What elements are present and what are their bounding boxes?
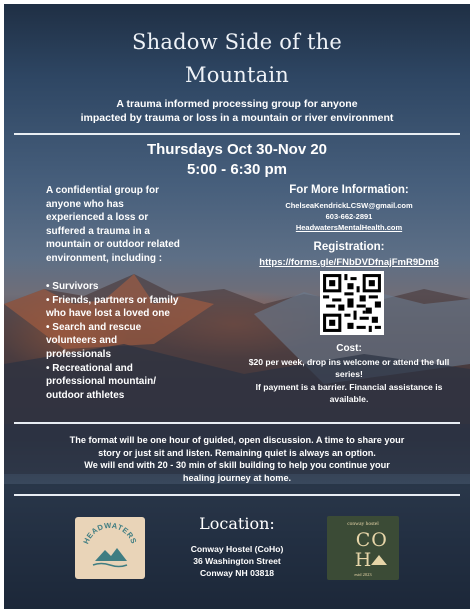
contact-phone[interactable]: 603-662-2891 bbox=[325, 212, 373, 221]
registration-link[interactable]: https://forms.gle/FNbDVDfnajFmR9Dm8 bbox=[259, 257, 439, 268]
list-item: • Friends, partners or family bbox=[46, 294, 179, 306]
location-heading: Location: bbox=[199, 514, 275, 533]
headwaters-logo bbox=[75, 517, 145, 579]
cost-line: If payment is a barrier. Financial assistance is bbox=[255, 382, 443, 392]
svg-text:H: H bbox=[354, 549, 372, 571]
coho-logo bbox=[327, 516, 399, 580]
bullet-list bbox=[46, 280, 206, 402]
headwaters-logo-icon bbox=[75, 517, 145, 579]
list-item: outdoor athletes bbox=[46, 389, 125, 401]
list-item: professionals bbox=[46, 348, 112, 360]
intro-line: suffered a trauma in a bbox=[46, 225, 150, 237]
title-line-2: Mountain bbox=[185, 63, 289, 87]
list-item: who have lost a loved one bbox=[46, 308, 170, 320]
intro-text bbox=[46, 184, 206, 266]
coho-logo-icon bbox=[327, 516, 399, 580]
cost-line: series! bbox=[335, 369, 363, 379]
intro-line: anyone who has bbox=[46, 198, 124, 210]
format-line: The format will be one hour of guided, open discussion. A time to share your bbox=[69, 435, 405, 445]
list-item: professional mountain/ bbox=[46, 376, 157, 388]
headwaters-logo-text: HEADWATERS bbox=[81, 520, 139, 546]
contact-email[interactable]: ChelseaKendrickLCSW@gmail.com bbox=[285, 201, 413, 210]
title-line-1: Shadow Side of the bbox=[132, 30, 342, 54]
time-text: 5:00 - 6:30 pm bbox=[186, 161, 288, 178]
coho-logo-top: conway hostel bbox=[347, 521, 379, 527]
divider-bottom bbox=[14, 494, 460, 496]
flyer bbox=[4, 4, 470, 609]
divider-middle bbox=[14, 422, 460, 424]
schedule bbox=[4, 140, 470, 180]
location-line: Conway NH 03818 bbox=[199, 568, 275, 578]
cost-line: available. bbox=[329, 394, 369, 404]
format-description bbox=[34, 434, 440, 484]
subtitle-line-1: A trauma informed processing group for anyone bbox=[116, 98, 358, 110]
dates-text: Thursdays Oct 30-Nov 20 bbox=[146, 141, 328, 158]
contact-website[interactable]: HeadwatersMentalHealth.com bbox=[295, 223, 403, 232]
list-item: • Recreational and bbox=[46, 362, 133, 374]
subtitle-line-2: impacted by trauma or loss in a mountain or river environment bbox=[80, 112, 394, 124]
list-item: volunteers and bbox=[46, 335, 118, 347]
format-line: We will end with 20 - 30 min of skill building to help you continue your bbox=[84, 460, 390, 471]
intro-line: environment, including : bbox=[46, 252, 163, 264]
page-title bbox=[4, 26, 470, 92]
qr-code[interactable] bbox=[320, 271, 384, 335]
svg-text:O: O bbox=[371, 529, 387, 551]
cost-heading: Cost: bbox=[336, 343, 362, 354]
svg-text:HEADWATERS bbox=[81, 521, 138, 546]
svg-text:C: C bbox=[355, 529, 371, 551]
intro-line: mountain or outdoor related bbox=[46, 239, 180, 251]
registration-heading: Registration: bbox=[313, 241, 385, 253]
info-heading: For More Information: bbox=[289, 184, 409, 196]
intro-line: experienced a loss or bbox=[46, 212, 149, 224]
format-line: healing journey at home. bbox=[182, 472, 292, 483]
location-line: 36 Washington Street bbox=[193, 556, 281, 566]
cost-line: $20 per week, drop ins welcome or attend the full bbox=[248, 357, 450, 367]
coho-logo-bottom: estd 2023 bbox=[354, 572, 372, 577]
location-line: Conway Hostel (CoHo) bbox=[190, 544, 284, 554]
list-item: • Search and rescue bbox=[46, 321, 142, 333]
subtitle bbox=[24, 97, 450, 125]
intro-line: A confidential group for bbox=[46, 185, 159, 196]
divider-top bbox=[14, 133, 460, 135]
list-item: • Survivors bbox=[46, 281, 99, 292]
format-line: story or just sit and listen. Remaining quiet is always an option. bbox=[98, 447, 376, 458]
